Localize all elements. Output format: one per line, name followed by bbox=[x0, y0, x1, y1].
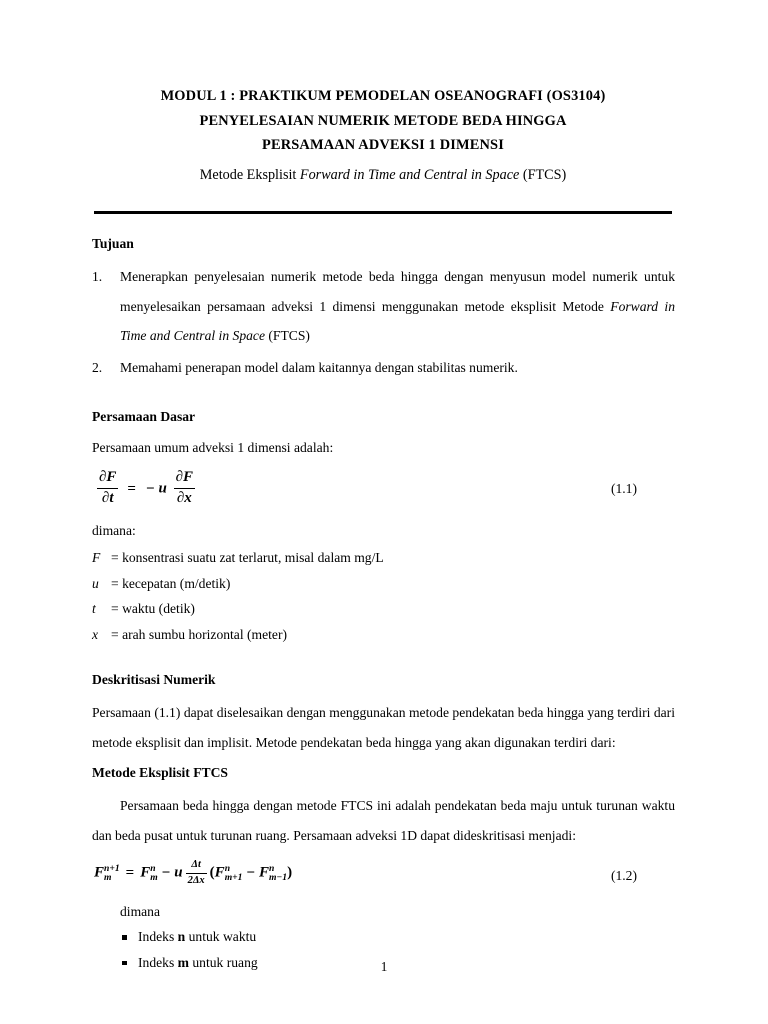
variable-definition-list bbox=[92, 545, 675, 647]
superscript-subscript-rhs3 bbox=[269, 864, 287, 884]
square-bullet-icon bbox=[122, 935, 127, 940]
fraction-numerator: ∂F bbox=[174, 469, 195, 489]
list-text-before: Memahami penerapan model dalam kaitannya dengan stabilitas numerik. bbox=[120, 359, 518, 375]
equation-1-1-body bbox=[94, 470, 198, 508]
dimana-label-1: dimana: bbox=[92, 523, 136, 539]
variable-u: u bbox=[158, 480, 167, 497]
superscript-n: n bbox=[150, 862, 156, 874]
variable-symbol: u bbox=[92, 575, 99, 591]
dimana-label-2: dimana bbox=[120, 904, 161, 920]
list-marker: 1. bbox=[92, 269, 103, 284]
bullet-bold-index: n bbox=[177, 929, 186, 945]
list-item bbox=[92, 262, 675, 351]
variable-row bbox=[92, 545, 675, 571]
equation-1-1 bbox=[94, 470, 675, 508]
fraction-denominator: 2Δx bbox=[187, 874, 205, 886]
variable-definition: = arah sumbu horizontal (meter) bbox=[111, 626, 288, 642]
list-text-after: (FTCS) bbox=[265, 328, 310, 343]
document-body bbox=[92, 234, 675, 975]
superscript-n: n bbox=[269, 862, 275, 874]
ftcs-paragraph: Persamaan beda hingga dengan metode FTCS ini adalah pendekatan beda maju untuk turunan waktu dan beda pusat untuk turunan ruang. Persamaan adveksi 1D dapat dideskritisasi menjadi: bbox=[92, 798, 675, 843]
variable-symbol: t bbox=[92, 601, 96, 617]
term-F-lhs: F bbox=[94, 864, 105, 881]
term-F-rhs3: F bbox=[258, 864, 269, 881]
fraction-numerator: ∂F bbox=[97, 469, 118, 489]
bullet-prefix: Indeks bbox=[138, 929, 178, 945]
fraction-denominator: ∂t bbox=[101, 489, 114, 506]
subscript-m: m bbox=[150, 872, 158, 884]
variable-row bbox=[92, 596, 675, 622]
persamaan-dasar-intro: Persamaan umum adveksi 1 dimensi adalah: bbox=[92, 440, 334, 455]
superscript-subscript-lhs bbox=[104, 864, 120, 884]
document-title-line-1: MODUL 1 : PRAKTIKUM PEMODELAN OSEANOGRAFI (OS3104) bbox=[160, 88, 606, 104]
bullet-bold-index: m bbox=[177, 954, 189, 970]
term-F-rhs2: F bbox=[214, 864, 225, 881]
equation-1-2-body bbox=[94, 859, 292, 887]
heading-tujuan: Tujuan bbox=[92, 236, 134, 251]
minus-sign: − bbox=[161, 864, 171, 881]
deskritisasi-paragraph: Persamaan (1.1) dapat diselesaikan dengan menggunakan metode pendekatan beda hingga yang terdiri dari metode eksplisit dan implisit. Metode pendekatan beda hingga yang akan digunakan terdiri dari: bbox=[92, 705, 675, 750]
document-subtitle bbox=[94, 163, 672, 187]
list-marker: 2. bbox=[92, 359, 103, 375]
subtitle-italic: Forward in Time and Central in Space bbox=[299, 166, 520, 183]
header-divider bbox=[94, 211, 672, 214]
superscript-n: n bbox=[224, 862, 231, 874]
fraction-dF-dx bbox=[174, 469, 195, 507]
variable-row bbox=[92, 622, 675, 648]
minus-sign: − bbox=[145, 480, 155, 497]
equals-sign: = bbox=[125, 864, 135, 881]
fraction-dt-2dx bbox=[186, 859, 207, 887]
equation-number: (1.2) bbox=[610, 868, 637, 884]
subscript-m-plus-1: m+1 bbox=[224, 872, 243, 884]
superscript-n-plus-1: n+1 bbox=[104, 862, 120, 874]
equation-number: (1.1) bbox=[610, 481, 637, 497]
document-title-line-2: PENYELESAIAN NUMERIK METODE BEDA HINGGA bbox=[199, 112, 567, 129]
minus-sign: − bbox=[246, 864, 255, 881]
variable-row bbox=[92, 571, 675, 597]
list-text-italic: Forward in Time and Central in Space bbox=[120, 298, 675, 343]
variable-definition: = waktu (detik) bbox=[111, 601, 195, 617]
variable-symbol: F bbox=[92, 550, 101, 566]
tujuan-list bbox=[92, 262, 675, 382]
variable-definition: = konsentrasi suatu zat terlarut, misal dalam mg/L bbox=[111, 550, 384, 566]
fraction-dF-dt bbox=[97, 469, 118, 507]
list-item bbox=[92, 353, 675, 383]
equation-1-2 bbox=[94, 859, 675, 893]
heading-metode-eksplisit-ftcs: Metode Eksplisit FTCS bbox=[92, 765, 228, 781]
heading-persamaan-dasar: Persamaan Dasar bbox=[92, 409, 196, 424]
superscript-subscript-rhs1 bbox=[150, 864, 157, 884]
bullet-suffix: untuk ruang bbox=[188, 954, 258, 970]
subtitle-suffix: (FTCS) bbox=[519, 166, 567, 183]
superscript-subscript-rhs2 bbox=[225, 864, 243, 884]
variable-definition: = kecepatan (m/detik) bbox=[111, 575, 231, 591]
open-paren: ( bbox=[209, 864, 215, 881]
title-block bbox=[94, 84, 672, 187]
heading-deskritisasi-numerik: Deskritisasi Numerik bbox=[92, 672, 216, 688]
variable-u: u bbox=[174, 864, 183, 881]
fraction-denominator: ∂x bbox=[176, 489, 192, 506]
bullet-prefix: Indeks bbox=[138, 954, 178, 970]
subscript-m: m bbox=[104, 872, 112, 884]
term-F-rhs1: F bbox=[140, 864, 151, 881]
equals-sign: = bbox=[127, 480, 136, 497]
close-paren: ) bbox=[287, 864, 293, 881]
variable-symbol: x bbox=[92, 626, 99, 642]
list-text-before: Menerapkan penyelesaian numerik metode beda hingga dengan menyusun model numerik untuk menyelesaikan persamaan adveksi 1 dimensi menggunakan metode eksplisit Metode bbox=[120, 269, 675, 314]
bullet-suffix: untuk waktu bbox=[185, 929, 257, 945]
subtitle-prefix: Metode Eksplisit bbox=[199, 166, 300, 183]
subscript-m-minus-1: m−1 bbox=[269, 872, 288, 884]
page-number: 1 bbox=[380, 959, 388, 974]
document-title-line-3: PERSAMAAN ADVEKSI 1 DIMENSI bbox=[262, 137, 504, 153]
fraction-numerator: Δt bbox=[186, 859, 207, 873]
list-item bbox=[92, 924, 675, 950]
